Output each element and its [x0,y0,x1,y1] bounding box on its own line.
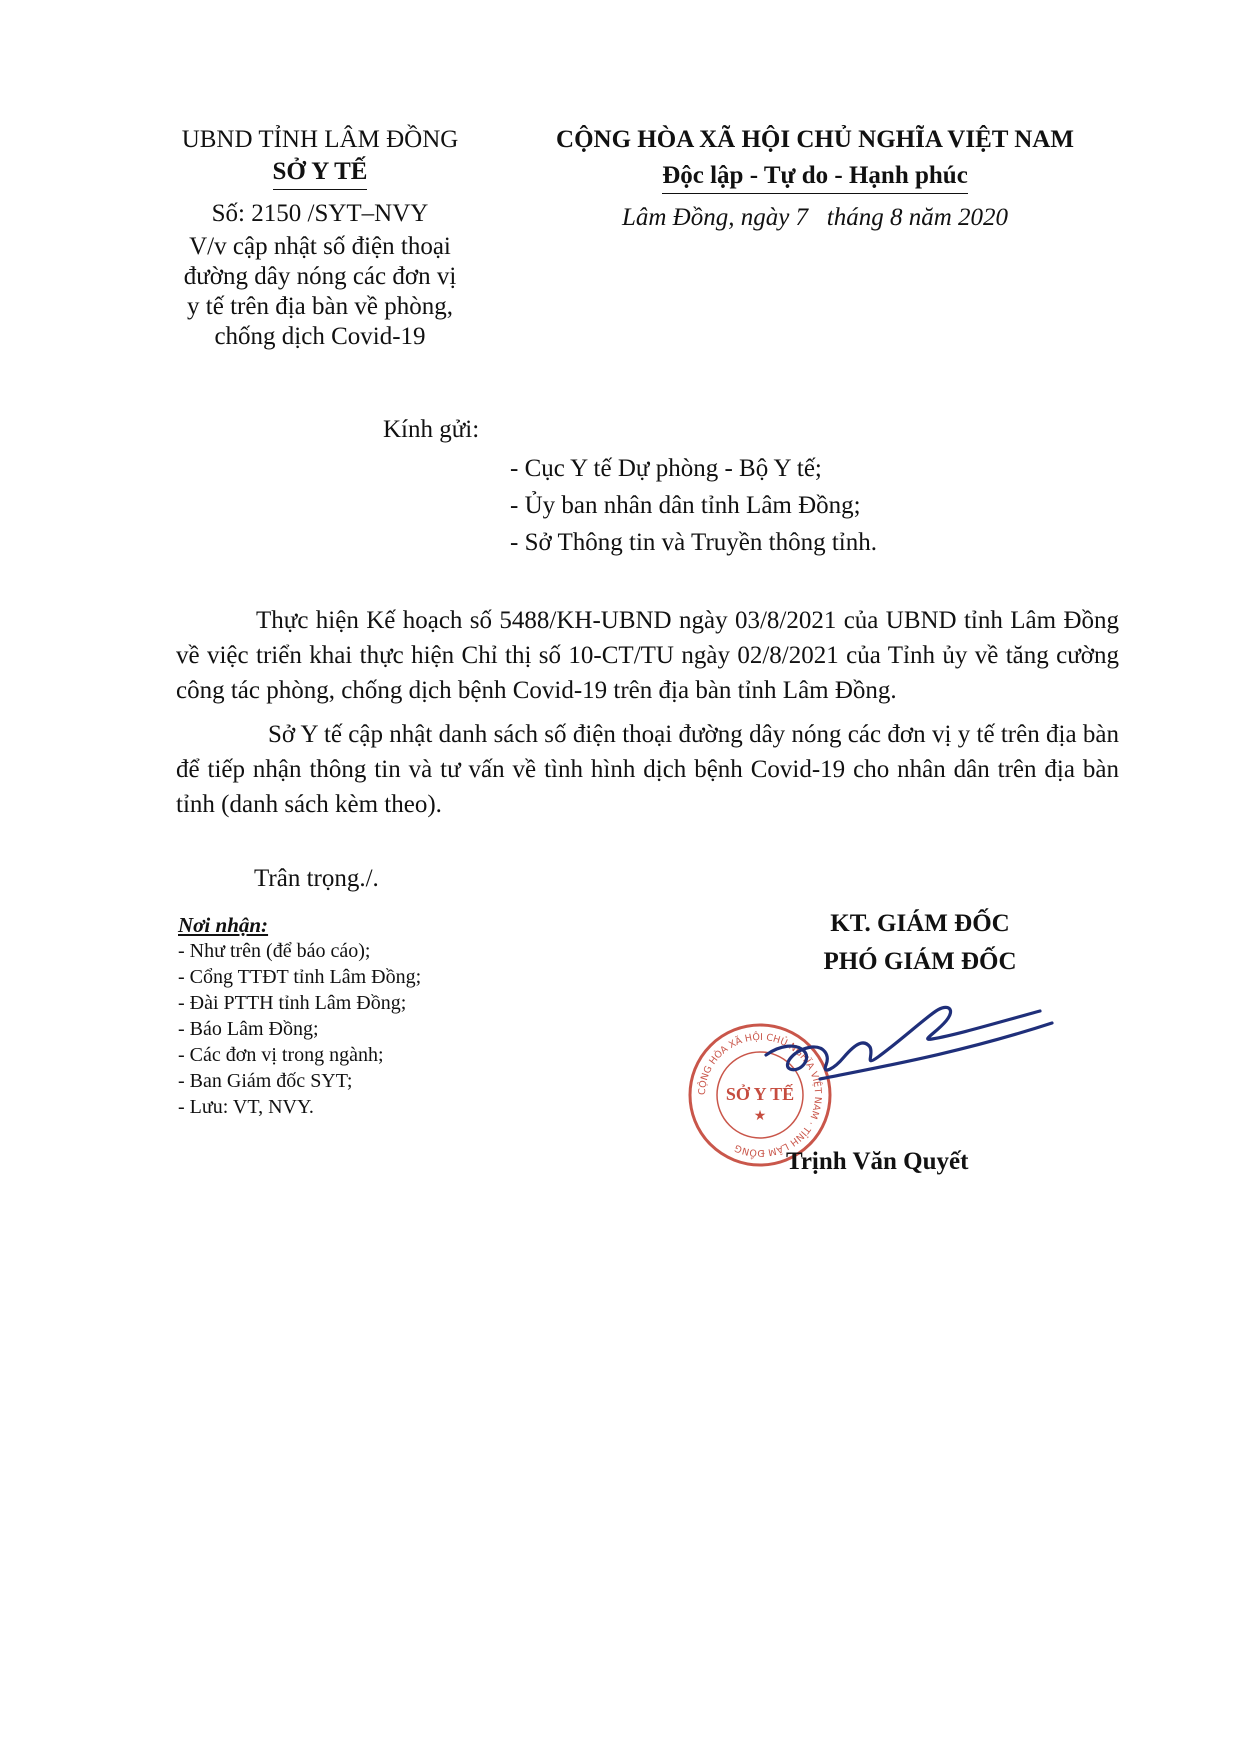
seal-center-text: SỞ Y TẾ [725,1084,795,1104]
place-date: Lâm Đồng, ngày 7 tháng 8 năm 2020 [621,204,1009,231]
subject-line: đường dây nóng các đơn vị [183,263,457,290]
recipients-label: Kính gửi: [383,416,480,443]
document-number: Số: 2150 /SYT–NVY [211,200,429,227]
recipient-item: - Ủy ban nhân dân tỉnh Lâm Đồng; [510,492,861,519]
national-motto: Độc lập - Tự do - Hạnh phúc [662,160,968,194]
signer-role-2: PHÓ GIÁM ĐỐC [823,948,1017,975]
recipients-list [510,450,877,561]
national-header [505,124,1125,234]
signer-name: Trịnh Văn Quyết [786,1148,969,1175]
svg-text:★: ★ [753,1108,767,1124]
distribution-item: - Báo Lâm Đồng; [178,1018,319,1040]
distribution-item: - Ban Giám đốc SYT; [178,1070,353,1092]
issuer-header [160,124,480,352]
subject-line: y tế trên địa bàn về phòng, [187,293,453,320]
body-paragraph: Sở Y tế cập nhật danh sách số điện thoại đường dây nóng các đơn vị y tế trên địa bàn để tiếp nhận thông tin và tư vấn về tình hình dịch bệnh Covid-19 cho nhân dân trên địa bàn tỉnh (danh sách kèm theo). [176,721,1119,818]
distribution-item: - Các đơn vị trong ngành; [178,1044,384,1066]
signature-block [740,908,1100,978]
handwritten-signature-icon [760,995,1060,1105]
distribution-item: - Cổng TTĐT tỉnh Lâm Đồng; [178,966,422,988]
distribution-item: - Lưu: VT, NVY. [178,1096,314,1118]
issuer-dept: SỞ Y TẾ [273,156,368,190]
distribution-item: - Đài PTTH tỉnh Lâm Đồng; [178,992,407,1014]
recipient-item: - Sở Thông tin và Truyền thông tỉnh. [510,529,877,556]
recipient-item: - Cục Y tế Dự phòng - Bộ Y tế; [510,455,822,482]
subject-line: chống dịch Covid-19 [214,323,426,350]
signer-role-1: KT. GIÁM ĐỐC [830,910,1010,937]
distribution-list [178,912,421,1120]
issuer-org: UBND TỈNH LÂM ĐỒNG [181,126,459,153]
document-body [176,603,1119,831]
subject-line: V/v cập nhật số điện thoại [189,233,451,260]
seal-ring-text: CỘNG HÒA XÃ HỘI CHỦ NGHĨA VIỆT NAM · TỈNH LÂM ĐỒNG [696,1031,824,1159]
document-subject [160,232,480,352]
body-paragraph: Thực hiện Kế hoạch số 5488/KH-UBND ngày 03/8/2021 của UBND tỉnh Lâm Đồng về việc triển khai thực hiện Chỉ thị số 10-CT/TU ngày 02/8/2021 của Tỉnh ủy về tăng cường công tác phòng, chống dịch bệnh Covid-19 trên địa bàn tỉnh Lâm Đồng. [176,607,1119,704]
nation-title: CỘNG HÒA XÃ HỘI CHỦ NGHĨA VIỆT NAM [556,126,1074,153]
closing-salutation: Trân trọng./. [254,865,379,892]
distribution-item: - Như trên (để báo cáo); [178,940,371,962]
distribution-title: Nơi nhận: [178,913,269,937]
